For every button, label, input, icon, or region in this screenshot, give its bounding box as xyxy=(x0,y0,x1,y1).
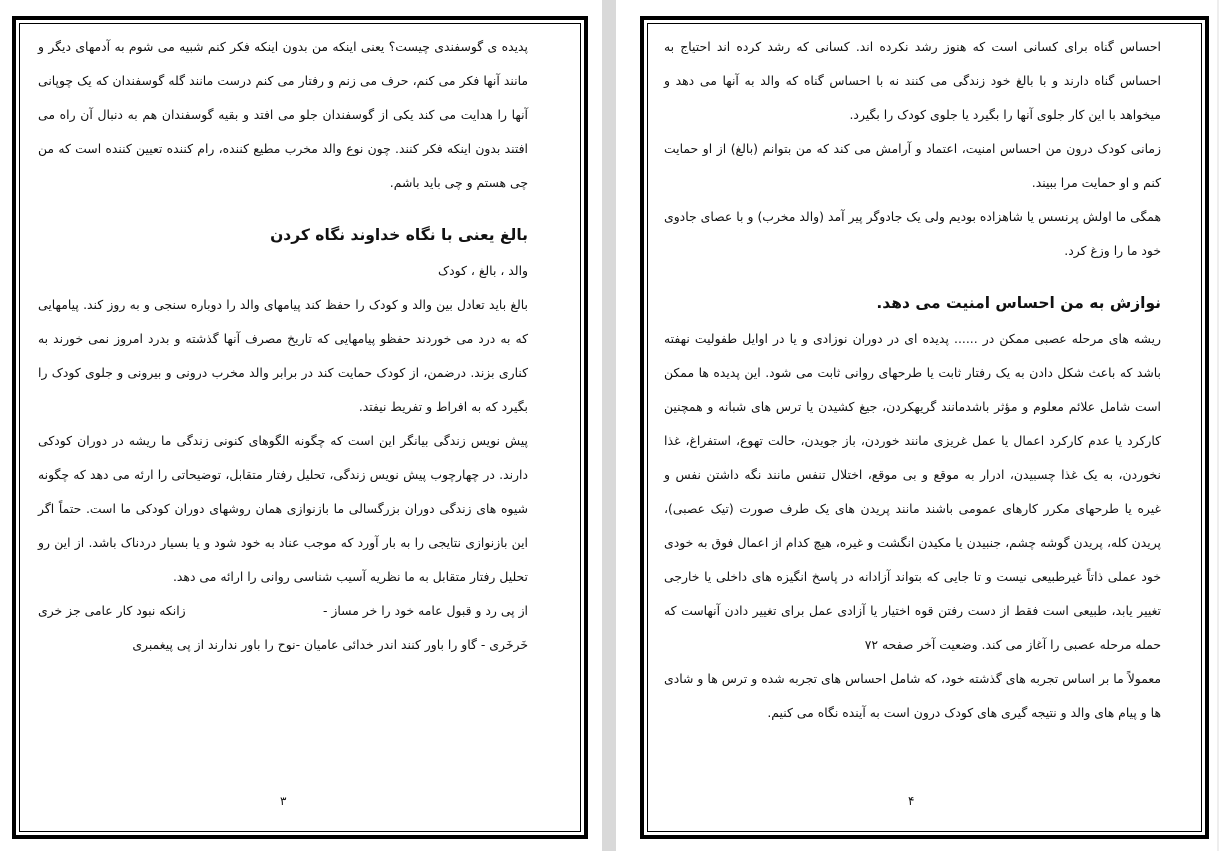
paragraph: پدیده ی گوسفندی چیست؟ یعنی اینکه من بدون اینکه فکر کنم شبیه می شوم به آدمهای دیگر و مانند آنها فکر می کنم، حرف می زنم و رفتار می کنم درست مانند گله گوسفندان که یک چوپانی آنها را هدایت می کند یکی از گوسفندان جلو می افتد و بقیه گوسفندان هم به دنبال آن راه می افتند بدون اینکه فکر کنند. چون نوع والد مخرب مطیع کننده، رام کننده تعیین کننده است که من چی هستم و چی باید باشم. xyxy=(38,39,528,190)
document-page-right xyxy=(616,0,1219,851)
section-heading: بالغ یعنی با نگاه خداوند نگاه کردن xyxy=(270,226,528,244)
verse-hemistich-right: از پی رد و قبول عامه خود را خر مساز - xyxy=(322,603,528,618)
page-content xyxy=(38,30,528,662)
paragraph: بالغ باید تعادل بین والد و کودک را حفظ کند پیامهای والد را دوباره سنجی و به روز کند. پیامهایی که به درد می خوردند حفظو پیامهایی که تاریخ مصرف آنها گذشته و بدرد امروز نمی خورند به کناری بزند. درضمن، از کودک حمایت کند در برابر والد مخرب درونی و بیرونی و جلوی کودک را بگیرد که به افراط و تفریط نیفتد. xyxy=(38,297,528,414)
verse-line xyxy=(38,594,528,628)
paragraph: احساس گناه برای کسانی است که هنوز رشد نکرده اند. کسانی که رشد کرده اند احتیاج به احساس گناه دارند و با بالغ خود زندگی می کنند نه با احساس گناه که والد به آنها می دهد و میخواهد با این کار جلوی آنها را بگیرد یا جلوی کودک را بگیرد. xyxy=(664,39,1161,122)
page-number: ۳ xyxy=(280,794,287,808)
page-number: ۴ xyxy=(908,794,915,808)
section-heading: نوازش به من احساس امنیت می دهد. xyxy=(876,294,1161,312)
paragraph: پیش نویس زندگی بیانگر این است که چگونه الگوهای کنونی زندگی ما ریشه در دوران کودکی دارند. در چهارچوب پیش نویس زندگی، تحلیل رفتار متقابل، توضیحاتی را ارئه می دهد که چگونه شیوه های زندگی دوران بزرگسالی ما بازنوازی همان روشهای دوران کودکی ما است. حتماً اگر این بازنوازی نتایجی را به بار آورد که موجب عناد به خود شود و یا بسیار دردناک باشد. از این رو تحلیل رفتار متقابل به ما نظریه آسیب شناسی روانی را ارائه می دهد. xyxy=(38,433,528,584)
page-gutter xyxy=(602,0,616,851)
paragraph: معمولاً ما بر اساس تجربه های گذشته خود، که شامل احساس های تجربه شده و ترس ها و شادی ها و پیام های والد و نتیجه گیری های کودک درون است به آینده نگاه می کنیم. xyxy=(664,671,1161,720)
page-content xyxy=(664,30,1161,730)
paragraph: زمانی کودک درون من احساس امنیت، اعتماد و آرامش می کند که من بتوانم (بالغ) از او حمایت کنم و او حمایت مرا ببیند. xyxy=(664,141,1161,190)
verse-line: خَرخَری - گاو را باور کنند اندر خدائی عامیان -نوح را باور ندارند از پی پیغمبری xyxy=(132,637,528,652)
subheading: والد ، بالغ ، کودک xyxy=(438,263,528,278)
verse-hemistich-left: زانکه نبود کار عامی جز خری xyxy=(38,603,186,618)
paragraph: ریشه های مرحله عصبی ممکن در ...... پدیده ای در دوران نوزادی و یا در اوایل طفولیت نهفته باشد که باعث شکل دادن به یک رفتار ثابت یا طرحهای روانی ثابت می شود. این پدیده ها ممکن است شامل علائم معلوم و مؤثر باشدمانند گریهکردن، جیغ کشیدن یا ترس های شبانه و همچنین کارکرد یا عدم کارکرد اعمال یا عمل غریزی مانند خوردن، باز جویدن، حالت تهوع، استفراغ، غذا نخوردن، به یک غذا چسبیدن، ادرار به موقع و بی موقع، اختلال تنفس مانند نگه داشتن نفس و غیره یا طرحهای مکرر کارهای عمومی باشند مانند پریدن های یک طرف صورت (تیک عصبی)، پریدن کله، پریدن گوشه چشم، جنبیدن یا مکیدن انگشت و غیره، هیچ کدام از اعمال فوق به خودی خود عملی ذاتاً غیرطبیعی نیست و تا جایی که بتواند آزادانه در پاسخ انگیزه های داخلی یا خارجی تغییر یابد، طبیعی است فقط از دست رفتن قوه اختیار یا آزادی عمل برای تغییر دادن آنهاست که حمله مرحله عصبی را آغاز می کند. وضعیت آخر صفحه ۷۲ xyxy=(664,331,1161,652)
paragraph: همگی ما اولش پرنسس یا شاهزاده بودیم ولی یک جادوگر پیر آمد (والد مخرب) و با عصای جادوی خود ما را وزغ کرد. xyxy=(664,209,1161,258)
document-page-left xyxy=(0,0,602,851)
